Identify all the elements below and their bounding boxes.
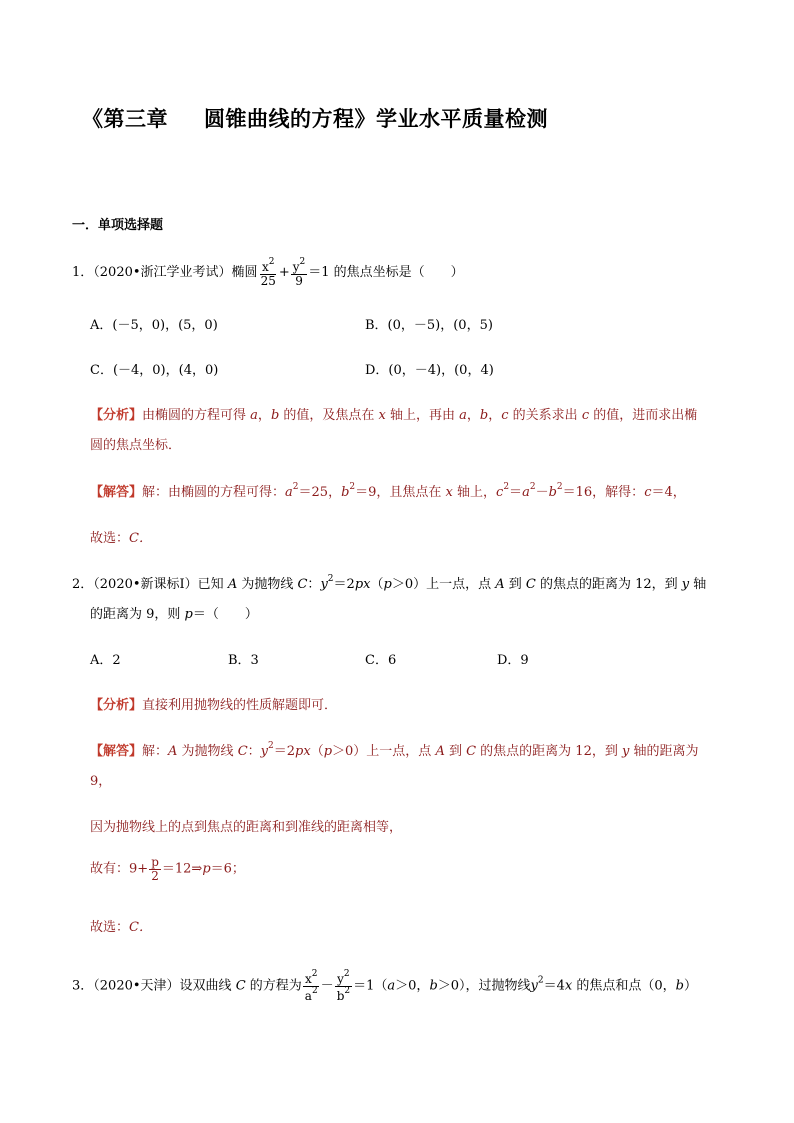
title-part2: 圆锥曲线的方程》学业水平质量检测	[204, 107, 548, 131]
q1-analysis: 【分析】由椭圆的方程可得 a，b 的值，及焦点在 x 轴上，再由 a，b，c 的关系求出 c 的值，进而求出椭	[90, 408, 698, 423]
answer-tag: 【解答】	[90, 744, 143, 759]
q2-choice: 故选：C．	[90, 920, 152, 935]
q2-source: （2020•新课标Ⅰ）	[93, 577, 198, 592]
q1-option-d: D．(0，－4)，(0，4)	[365, 363, 494, 378]
q2-option-d: D．9	[497, 653, 529, 668]
q1-fraction-x: $\frac{x^2}{25}$	[260, 257, 276, 288]
q1-tail: ＝1 的焦点坐标是（ ）	[308, 265, 464, 281]
question-2-line2: 的距离为 9，则 p＝（ ）	[90, 607, 258, 622]
q1-analysis-line2: 圆的焦点坐标．	[90, 438, 182, 453]
q1-number: 1．	[72, 265, 94, 281]
q2-answer: 【解答】解：A 为抛物线 C：$y^2=2px(p>0)$上一点，点 A 到 C 的焦点的距离为 12，到 y 轴的距离为	[90, 741, 699, 759]
analysis-tag: 【分析】	[90, 408, 143, 423]
q3-fraction-y: $\frac{y^2}{b^2}$	[336, 969, 351, 1003]
q2-number: 2．	[72, 577, 94, 592]
q2-so: 故有：9+ $\frac{p}{2}$ ＝12⇒p＝6；	[90, 855, 245, 883]
question-1: 1．（2020•浙江学业考试）椭圆 $\frac{x^2}{25}$ + $\frac{y^2}{9}$ ＝1 的焦点坐标是（ ）	[72, 257, 464, 288]
question-3: 3．（2020•天津）设双曲线 C 的方程为 $\frac{x^2}{a^2}$ － $\frac{y^2}{b^2}$ ＝1（a＞0，b＞0），过抛物线$y^2=4x$ 的焦点和点（0，b）	[72, 969, 698, 1003]
q1-fraction-y: $\frac{y^2}{9}$	[292, 257, 306, 288]
page-title	[82, 103, 548, 133]
question-2: 2．（2020•新课标Ⅰ）已知 A 为抛物线 C：$y^2=2px(p>0)$上一点，点 A 到 C 的焦点的距离为 12，到 y 轴	[72, 574, 707, 592]
q2-reason: 因为抛物线上的点到焦点的距离和到准线的距离相等，	[90, 820, 403, 835]
q1-option-c: C．(－4，0)，(4，0)	[90, 363, 219, 378]
answer-tag: 【解答】	[90, 485, 143, 500]
q2-answer-line2: 9，	[90, 774, 112, 789]
q3-number: 3．	[72, 978, 94, 994]
q1-option-a: A．(－5，0)，(5，0)	[90, 318, 218, 333]
q1-source: （2020•浙江学业考试）	[93, 265, 232, 281]
q1-option-b: B．(0，－5)，(0，5)	[365, 318, 493, 333]
q1-answer: 【解答】解：由椭圆的方程可得：$a^2=25$，$b^2=9$，且焦点在 x 轴上，$c^2=a^2-b^2=16$，解得：c＝4，	[90, 482, 686, 500]
q2-analysis: 【分析】直接利用抛物线的性质解题即可．	[90, 698, 338, 713]
q2-option-b: B．3	[228, 653, 259, 668]
q2-option-a: A．2	[90, 653, 121, 668]
q3-source: （2020•天津）	[93, 978, 180, 994]
title-part1: 《第三章	[82, 107, 168, 131]
q1-lead: 椭圆	[231, 265, 258, 281]
section-heading: 一．单项选择题	[72, 218, 164, 233]
q3-fraction-x: $\frac{x^2}{a^2}$	[304, 969, 318, 1003]
q1-choice: 故选：C．	[90, 531, 152, 546]
q2-option-c: C．6	[365, 653, 397, 668]
analysis-tag: 【分析】	[90, 698, 143, 713]
